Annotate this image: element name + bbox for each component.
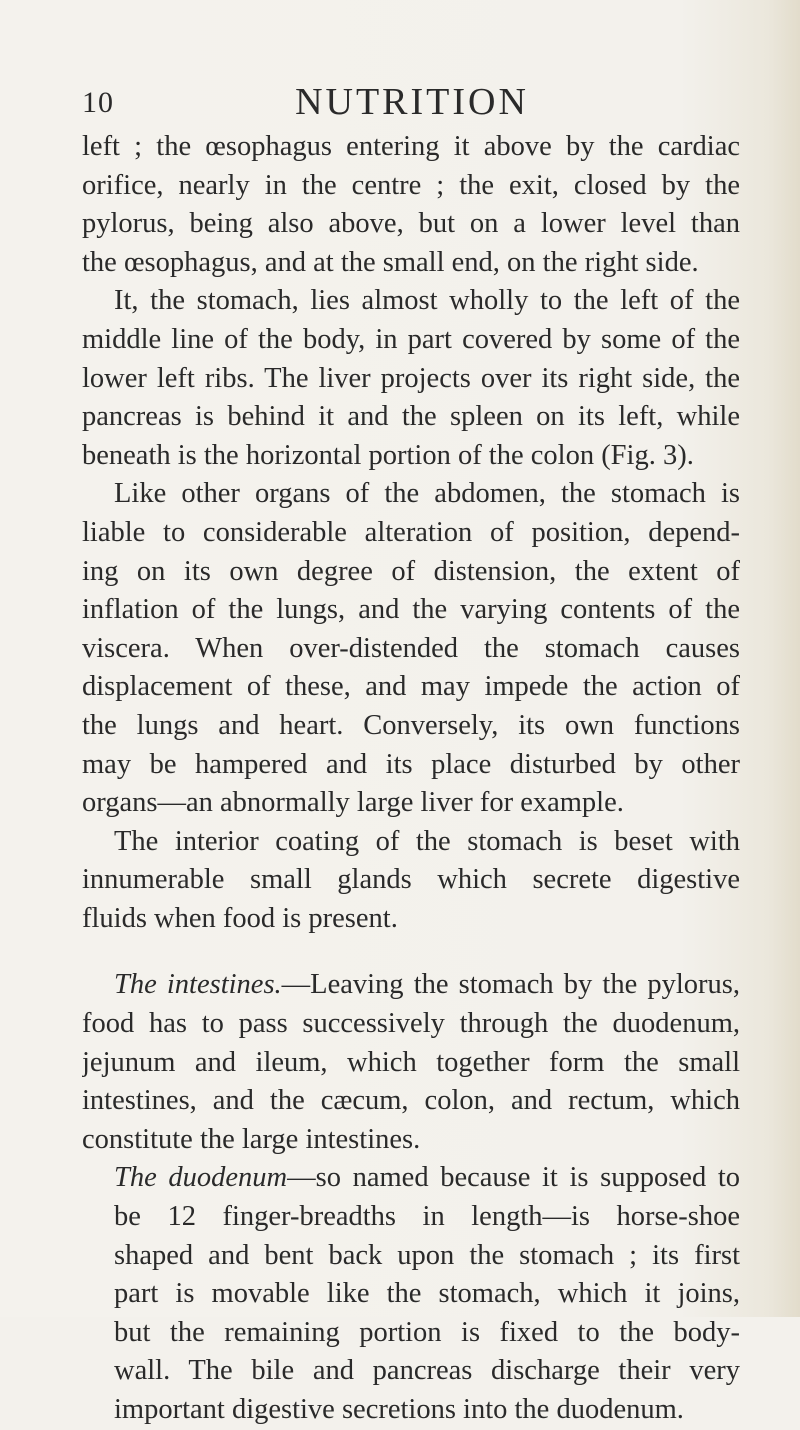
- text-run: —so named because it is supposed to: [287, 1162, 740, 1194]
- text-line: constitute the large intestines.: [82, 1123, 421, 1155]
- text-line: [82, 1159, 740, 1198]
- text-line: left ; the œsophagus entering it above by the cardiac: [82, 131, 740, 162]
- paragraph-spacer: [82, 938, 740, 966]
- text-line: orifice, nearly in the centre ; the exit, closed by the: [82, 169, 740, 201]
- text-line: wall. The bile and pancreas discharge their very: [114, 1355, 740, 1387]
- text-line: the lungs and heart. Conversely, its own functions: [82, 709, 740, 741]
- text-line: The interior coating of the stomach is beset with: [114, 825, 740, 857]
- text-line: food has to pass successively through the duodenum,: [82, 1008, 740, 1040]
- text-line: may be hampered and its place disturbed by other: [82, 748, 740, 780]
- text-line: lower left ribs. The liver projects over its right side, the: [82, 362, 740, 394]
- text-line: Like other organs of the abdomen, the stomach is: [114, 478, 740, 510]
- text-line: It, the stomach, lies almost wholly to the left of the: [114, 285, 740, 317]
- text-line: middle line of the body, in part covered by some of the: [82, 323, 740, 355]
- paragraph-stomach-location: [82, 282, 740, 475]
- running-head: [82, 80, 742, 130]
- text-line: [82, 966, 740, 1005]
- text-line: pancreas is behind it and the spleen on its left, while: [82, 401, 740, 433]
- text-line: beneath is the horizontal portion of the colon (Fig. 3).: [82, 439, 694, 471]
- text-line: but the remaining portion is fixed to the body-: [114, 1316, 740, 1348]
- text-line: important digestive secretions into the duodenum.: [114, 1394, 684, 1425]
- paragraph-stomach-interior: [82, 823, 740, 939]
- paragraph-duodenum: [82, 1159, 740, 1429]
- text-line: shaped and bent back upon the stomach ; its first: [114, 1239, 740, 1271]
- text-line: the œsophagus, and at the small end, on the right side.: [82, 246, 699, 278]
- body-text: [82, 128, 740, 1430]
- text-line: part is movable like the stomach, which it joins,: [114, 1278, 740, 1310]
- text-line: intestines, and the cæcum, colon, and rectum, which: [82, 1085, 740, 1117]
- paragraph-stomach-position: [82, 128, 740, 282]
- paragraph-intestines: [82, 966, 740, 1159]
- page-number: 10: [82, 86, 114, 119]
- text-line: viscera. When over-distended the stomach causes: [82, 632, 740, 664]
- text-run: —Leaving the stomach by the pylorus,: [281, 969, 740, 1001]
- text-line: displacement of these, and may impede the action of: [82, 671, 740, 703]
- paragraph-stomach-alteration: [82, 475, 740, 822]
- section-heading-duodenum: The duodenum: [114, 1162, 288, 1194]
- text-line: pylorus, being also above, but on a lower level than: [82, 208, 740, 240]
- text-line: be 12 finger-breadths in length—is horse-shoe: [114, 1201, 740, 1233]
- text-line: liable to considerable alteration of position, depend-: [82, 516, 740, 548]
- text-line: fluids when food is present.: [82, 902, 398, 934]
- page-title: NUTRITION: [295, 81, 529, 123]
- text-line: inflation of the lungs, and the varying contents of the: [82, 594, 740, 626]
- text-line: innumerable small glands which secrete digestive: [82, 864, 740, 896]
- section-heading-intestines: The intestines.: [114, 969, 282, 1001]
- text-line: jejunum and ileum, which together form the small: [82, 1046, 740, 1078]
- text-line: ing on its own degree of distension, the extent of: [82, 555, 740, 587]
- text-line: organs—an abnormally large liver for example.: [82, 787, 624, 819]
